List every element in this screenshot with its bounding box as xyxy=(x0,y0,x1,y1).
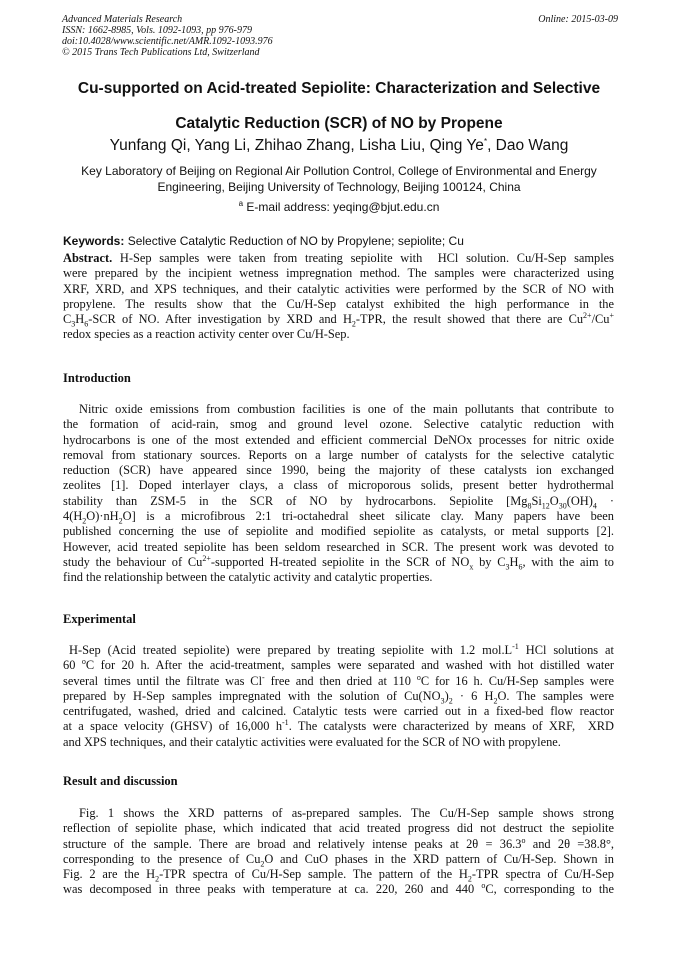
experimental-line: several times until the filtrate was Cl- free and then dried at 110 $^o$C for 16 h. Cu/H-Sep samples were xyxy=(63,672,614,688)
experimental-line: centrifugated, washed, dried and calcined. Catalytic tests were carried out in a fixed-bed flow reactor xyxy=(63,704,614,719)
email-address: $^a$ E-mail address: yeqing@bjut.edu.cn xyxy=(238,199,440,214)
experimental-line: H-Sep (Acid treated sepiolite) were prepared by treating sepiolite with 1.2 $mol.L^{-1}$ HCl solutions at xyxy=(69,641,614,657)
results-line: corresponding to the presence of $Cu_2O$ and CuO phases in the XRD pattern of Cu/H-Sep. Shown in xyxy=(63,851,614,869)
abstract-label: Abstract. xyxy=(63,251,113,265)
results-heading: Result and discussion xyxy=(63,774,178,788)
abstract-line: redox species as a reaction activity center over Cu/H-Sep. xyxy=(63,327,350,342)
abstract-line: $C_3H_6$-SCR of NO. After investigation by XRD and $H_2$-TPR, the result showed that there are $Cu^{2+}/Cu^+$ xyxy=(63,311,614,329)
results-line: Fig. 2 are the $H_2$-TPR spectra of Cu/H-Sep sample. The pattern of the $H_2$-TPR spectra of Cu/H-Sep xyxy=(63,867,614,884)
abstract xyxy=(63,251,614,343)
copyright-line: © 2015 Trans Tech Publications Ltd, Switzerland xyxy=(62,47,260,58)
results-body xyxy=(63,806,614,898)
results-line: structure of the sample. There are broad and relatively intense peaks at $2\theta = 36.3^o$ and 2θ =38.8°, xyxy=(63,835,614,851)
intro-line: $4(H_2O)\cdot nH_2O$] is a microfibrous 2:1 tri-octahedral sheet silicate clay. Many papers have been xyxy=(63,509,614,526)
journal-name: Advanced Materials Research xyxy=(62,14,183,25)
experimental-heading: Experimental xyxy=(63,612,136,626)
intro-line: hydrocarbons is one of the most extended and efficient commercial DeNOx processes for nitric oxide xyxy=(63,432,614,447)
results-line: Fig. 1 shows the XRD patterns of as-prepared samples. The Cu/H-Sep sample shows strong xyxy=(79,806,614,820)
intro-line: However, acid treated sepiolite has been seldom researched in SCR. The present work was devoted to xyxy=(63,539,614,554)
introduction-body xyxy=(63,402,614,586)
intro-line: the formation of acid-rain, smog and ground level ozone. Selective catalytic reduction with xyxy=(63,417,614,432)
abstract-line: were prepared by the incipient wetness impregnation method. The samples were characterized using xyxy=(63,266,614,281)
intro-line: reduction (SCR) have appeared since 1990, being the majority of these catalysts ion exchanged xyxy=(63,463,614,478)
journal-header xyxy=(62,14,273,58)
experimental-line: prepared by H-Sep samples impregnated with the solution of $Cu(NO_3)_2 \cdot 6$ $H_2O$. The samples were xyxy=(63,688,615,706)
experimental-body xyxy=(63,643,614,750)
intro-line: zeolites [1]. Doped interlayer clays, a class of microporous solids, present better hydrothermal xyxy=(63,478,614,493)
experimental-line: 60 $^o$C for 20 h. After the acid-treatment, samples were separated and washed with hot distilled water xyxy=(63,657,614,673)
keywords xyxy=(63,234,615,248)
affiliation-line-2: Engineering, Beijing University of Technology, Beijing 100124, China xyxy=(157,180,521,194)
results-line: was decomposed in three peaks with temperature at ca. 220, 260 and 440 $^o$C, corresponding to the xyxy=(63,881,614,897)
affiliation xyxy=(40,163,638,195)
keywords-label: Keywords: xyxy=(63,234,125,248)
author-list: Yunfang Qi, Yang Li, Zhihao Zhang, Lisha Liu, Qing Ye*, Dao Wang xyxy=(109,136,569,154)
introduction-heading: Introduction xyxy=(63,371,131,385)
intro-line: removal from stationary sources. Reports on a large number of catalysts for the selective catalytic xyxy=(63,447,614,462)
abstract-line: Abstract. H-Sep samples were taken from treating sepiolite with HCl solution. Cu/H-Sep samples xyxy=(63,251,614,265)
abstract-line: XRF, XRD, and XPS techniques, and their catalytic activities were performed by the SCR of NO with xyxy=(63,281,614,296)
intro-line: Nitric oxide emissions from combustion facilities is one of the main pollutants that contribute to xyxy=(79,402,614,416)
intro-line: stability than ZSM-5 in the SCR of NO by hydrocarbons. Sepiolite [$Mg_8Si_{12}O_{30}(OH)_4$ · xyxy=(63,493,614,511)
keywords-text: Selective Catalytic Reduction of NO by Propylene; sepiolite; Cu xyxy=(127,234,464,248)
intro-line: find the relationship between the catalytic activity and catalytic properties. xyxy=(63,570,433,585)
experimental-line: and XPS techniques, and their catalytic activities were evaluated for the SCR of NO with propylene. xyxy=(63,734,561,749)
issn-line: ISSN: 1662-8985, Vols. 1092-1093, pp 976-979 xyxy=(62,25,252,36)
experimental-line: at a space velocity (GHSV) of 16,000 $h^{-1}$. The catalysts were characterized by means of XRF, XRD xyxy=(63,718,614,734)
affiliation-line-1: Key Laboratory of Beijing on Regional Air Pollution Control, College of Environmental and Energy xyxy=(81,164,597,178)
abstract-line: propylene. The results show that the Cu/H-Sep catalyst exhibited the high performance in the xyxy=(63,296,614,311)
paper-title-line-1: Cu-supported on Acid-treated Sepiolite: Characterization and Selective xyxy=(77,80,601,97)
doi-line: doi:10.4028/www.scientific.net/AMR.1092-1093.976 xyxy=(62,36,273,47)
results-line: reflection of sepiolite phase, which indicated that acid treated progress did not destruct the sepiolite xyxy=(63,821,614,836)
intro-line: study the behaviour of $Cu^{2+}$-supported H-treated sepiolite in the SCR of $NO_x$ by $C_3H_6$, with the aim to xyxy=(63,553,614,572)
paper-title-line-2: Catalytic Reduction (SCR) of NO by Propene xyxy=(175,115,503,132)
online-date: Online: 2015-03-09 xyxy=(538,14,618,25)
intro-line: published concerning the use of sepiolite and modified sepiolite as catalysts, or metal supports [2]. xyxy=(63,524,614,539)
